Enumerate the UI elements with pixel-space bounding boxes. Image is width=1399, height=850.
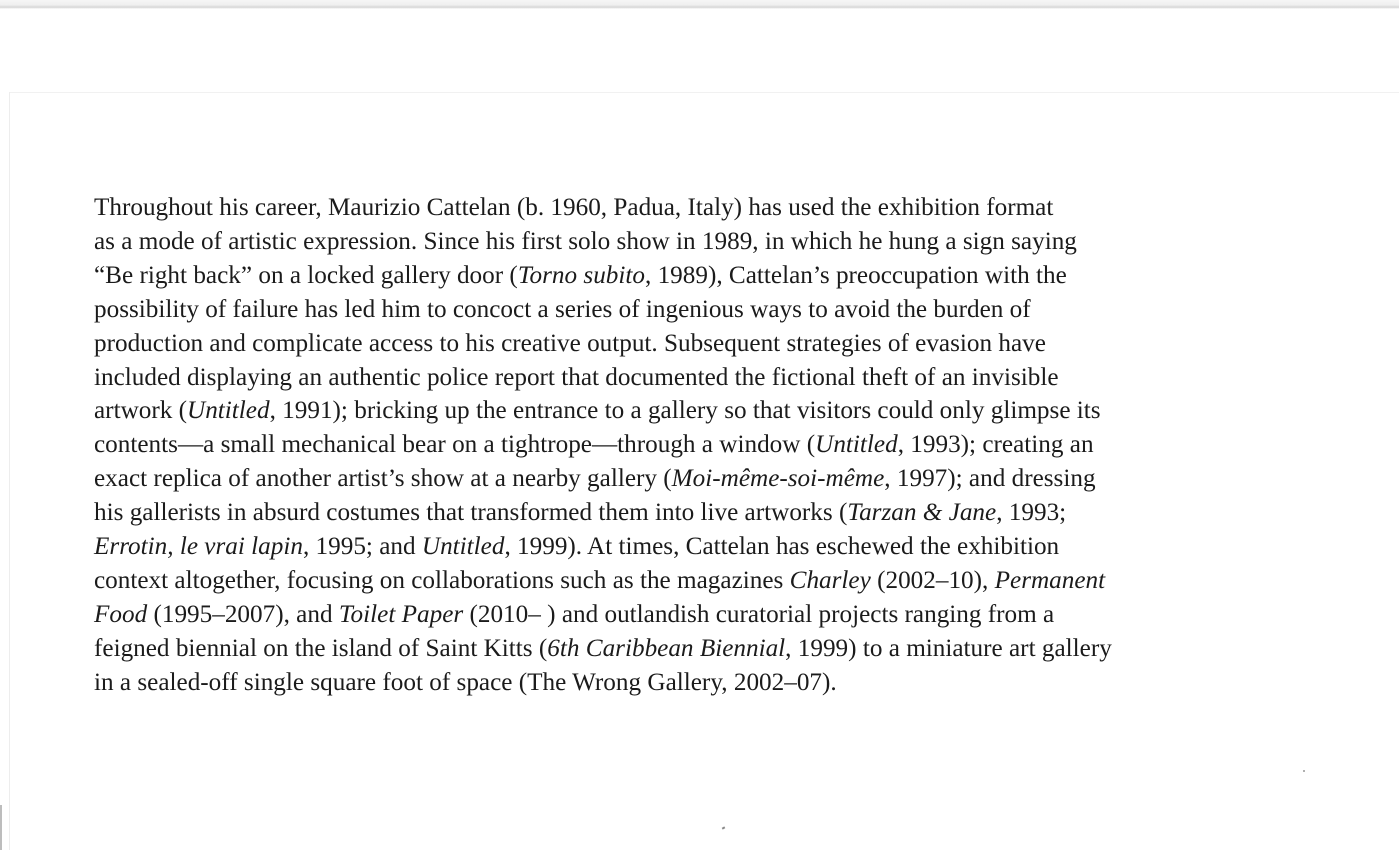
text-run: , 1993); creating an bbox=[897, 431, 1094, 459]
gutter-mark bbox=[0, 805, 2, 850]
text-line bbox=[94, 293, 1384, 327]
work-title: Permanent bbox=[994, 566, 1106, 594]
text-run: , 1991); bricking up the entrance to a gallery so that visitors could only glimpse its bbox=[269, 397, 1101, 425]
scan-top-edge bbox=[0, 0, 1399, 9]
dust-speck bbox=[1303, 770, 1305, 772]
text-run: production and complicate access to his creative output. Subsequent strategies of evasion have bbox=[94, 329, 1046, 357]
body-paragraph bbox=[94, 191, 1384, 700]
work-title: Moi-même-soi-même bbox=[671, 465, 885, 493]
text-line bbox=[94, 632, 1384, 666]
scan-margin bbox=[0, 9, 1399, 93]
text-line bbox=[94, 394, 1384, 428]
work-title: Untitled bbox=[187, 397, 270, 425]
text-line bbox=[94, 666, 1384, 700]
text-run: (2002–10), bbox=[870, 566, 995, 594]
text-run: feigned biennial on the island of Saint Kitts ( bbox=[94, 634, 548, 662]
text-line bbox=[94, 462, 1384, 496]
work-title: Torno subito bbox=[517, 261, 645, 289]
text-run: his gallerists in absurd costumes that transformed them into live artworks ( bbox=[94, 499, 848, 527]
text-line bbox=[94, 530, 1384, 564]
text-run: (2010– ) and outlandish curatorial projects ranging from a bbox=[463, 600, 1055, 628]
text-run: Throughout his career, Maurizio Cattelan (b. 1960, Padua, Italy) has used the exhibition format bbox=[94, 194, 1054, 221]
work-title: Toilet Paper bbox=[338, 600, 464, 628]
text-line bbox=[94, 327, 1384, 361]
text-run: contents—a small mechanical bear on a tightrope—through a window ( bbox=[94, 431, 816, 459]
text-line bbox=[94, 225, 1384, 259]
text-run: context altogether, focusing on collaborations such as the magazines bbox=[94, 566, 790, 594]
text-run: , 1999). At times, Cattelan has eschewed the exhibition bbox=[504, 533, 1060, 561]
text-run: , 1999) to a miniature art gallery bbox=[785, 634, 1112, 662]
text-line bbox=[94, 428, 1384, 462]
text-run: included displaying an authentic police report that documented the fictional theft of an invisible bbox=[94, 363, 1059, 391]
text-line bbox=[94, 191, 1384, 225]
text-run: , 1993; bbox=[996, 499, 1067, 527]
text-run: , 1989), Cattelan’s preoccupation with the bbox=[644, 261, 1067, 289]
text-run: as a mode of artistic expression. Since his first solo show in 1989, in which he hung a sign saying bbox=[94, 227, 1077, 255]
text-run: in a sealed-off single square foot of space (The Wrong Gallery, 2002–07). bbox=[94, 668, 837, 696]
text-run: (1995–2007), and bbox=[147, 600, 339, 628]
text-run: artwork ( bbox=[94, 397, 188, 425]
text-line bbox=[94, 361, 1384, 395]
text-run: exact replica of another artist’s show at a nearby gallery ( bbox=[94, 465, 672, 493]
text-line bbox=[94, 564, 1384, 598]
text-run: possibility of failure has led him to concoct a series of ingenious ways to avoid the burden of bbox=[94, 295, 1031, 323]
work-title: Charley bbox=[789, 566, 871, 594]
work-title: Tarzan & Jane bbox=[847, 499, 997, 527]
work-title: Food bbox=[94, 600, 148, 628]
text-run: “Be right back” on a locked gallery door ( bbox=[94, 261, 518, 289]
page-sheet-top-edge bbox=[10, 92, 1399, 93]
text-run: , 1995; and bbox=[302, 533, 422, 561]
text-line bbox=[94, 598, 1384, 632]
work-title: 6th Caribbean Biennial bbox=[547, 634, 786, 662]
text-line bbox=[94, 496, 1384, 530]
text-line bbox=[94, 259, 1384, 293]
work-title: Untitled bbox=[421, 533, 505, 561]
work-title: Errotin, le vrai lapin bbox=[94, 533, 303, 561]
work-title: Untitled bbox=[815, 431, 898, 459]
text-run: , 1997); and dressing bbox=[884, 465, 1096, 493]
page-sheet-left-edge bbox=[9, 92, 10, 850]
